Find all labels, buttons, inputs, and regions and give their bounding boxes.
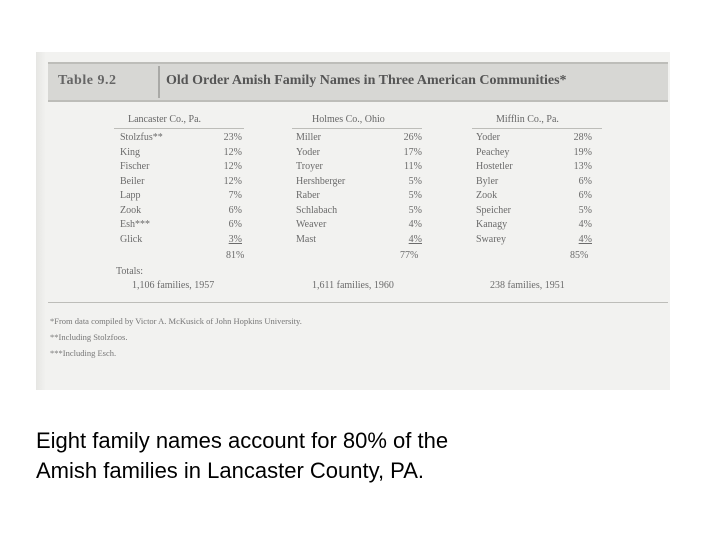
table-row <box>476 234 592 249</box>
family-name: Schlabach <box>296 204 338 216</box>
caption-line-2: Amish families in Lancaster County, PA. <box>36 458 425 483</box>
table-row <box>120 161 242 176</box>
footnote-stolzfoos: **Including Stolzfoos. <box>50 332 128 342</box>
family-name: Swarey <box>476 233 506 245</box>
family-name: Glick <box>120 233 143 245</box>
family-percent: 5% <box>408 190 422 201</box>
column-header-holmes: Holmes Co., Ohio <box>312 114 385 125</box>
table-row <box>120 190 242 205</box>
table-row <box>296 219 422 234</box>
family-percent: 12% <box>223 161 242 172</box>
family-percent: 11% <box>404 161 422 172</box>
column-holmes <box>296 132 422 248</box>
family-name: Zook <box>120 204 142 216</box>
table-row <box>296 190 422 205</box>
scanned-table-image <box>36 52 670 390</box>
totals-label: Totals: <box>116 266 144 277</box>
family-percent: 13% <box>573 161 592 172</box>
family-percent: 12% <box>223 146 242 158</box>
family-name: Miller <box>296 132 321 143</box>
family-percent: 19% <box>573 146 592 158</box>
table-row <box>296 147 422 162</box>
total-percent-holmes: 77% <box>400 250 419 261</box>
table-row <box>296 234 422 249</box>
family-percent: 3% <box>228 233 242 245</box>
table-row <box>120 219 242 234</box>
family-name: Stolzfus** <box>120 132 163 143</box>
footnote-rule <box>48 302 668 303</box>
family-name: Zook <box>476 190 498 201</box>
table-row <box>120 205 242 220</box>
slide-caption <box>36 426 696 486</box>
family-name: Hostetler <box>476 161 513 172</box>
total-percent-mifflin: 85% <box>570 250 589 261</box>
table-row <box>476 161 592 176</box>
table-row <box>476 219 592 234</box>
family-name: Yoder <box>476 132 500 143</box>
family-name: Kanagy <box>476 219 508 230</box>
family-name: King <box>120 146 140 158</box>
family-percent: 6% <box>578 175 592 187</box>
family-name: Raber <box>296 190 320 201</box>
family-name: Lapp <box>120 190 141 201</box>
family-name: Mast <box>296 233 316 245</box>
family-name: Weaver <box>296 219 327 230</box>
table-title: Old Order Amish Family Names in Three American Communities* <box>166 73 567 88</box>
footnote-source: *From data compiled by Victor A. McKusick of John Hopkins University. <box>50 316 302 326</box>
table-row <box>476 176 592 191</box>
table-row <box>296 132 422 147</box>
table-row <box>296 161 422 176</box>
family-percent: 5% <box>578 204 592 216</box>
table-row <box>120 147 242 162</box>
footnote-esch: ***Including Esch. <box>50 348 117 358</box>
table-row <box>476 190 592 205</box>
family-percent: 23% <box>223 132 242 143</box>
family-name: Speicher <box>476 204 511 216</box>
family-name: Beiler <box>120 175 145 187</box>
table-row <box>476 132 592 147</box>
column-rule-mifflin <box>472 128 602 129</box>
family-percent: 6% <box>228 204 242 216</box>
table-number: Table 9.2 <box>58 73 117 88</box>
caption-line-1: Eight family names account for 80% of the <box>36 428 449 453</box>
title-separator <box>158 66 160 98</box>
family-percent: 7% <box>228 190 242 201</box>
table-row <box>296 176 422 191</box>
column-header-mifflin: Mifflin Co., Pa. <box>496 114 559 125</box>
table-row <box>296 205 422 220</box>
family-name: Troyer <box>296 161 323 172</box>
total-families-holmes: 1,611 families, 1960 <box>312 280 394 291</box>
family-percent: 6% <box>228 219 242 230</box>
family-percent: 4% <box>408 233 422 245</box>
family-percent: 17% <box>403 146 422 158</box>
table-title-bar <box>48 62 668 102</box>
column-lancaster <box>120 132 242 248</box>
family-percent: 4% <box>408 219 422 230</box>
family-percent: 5% <box>408 204 422 216</box>
table-row <box>120 176 242 191</box>
family-percent: 26% <box>403 132 422 143</box>
family-percent: 28% <box>573 132 592 143</box>
table-row <box>476 205 592 220</box>
family-name: Esh*** <box>120 219 150 230</box>
table-row <box>476 147 592 162</box>
family-name: Hershberger <box>296 175 346 187</box>
column-rule-lancaster <box>114 128 244 129</box>
family-percent: 4% <box>578 219 592 230</box>
family-name: Fischer <box>120 161 150 172</box>
family-percent: 5% <box>408 175 422 187</box>
column-header-lancaster: Lancaster Co., Pa. <box>128 114 202 125</box>
total-percent-lancaster: 81% <box>226 250 245 261</box>
table-row <box>120 132 242 147</box>
family-name: Yoder <box>296 146 320 158</box>
column-rule-holmes <box>292 128 422 129</box>
total-families-lancaster: 1,106 families, 1957 <box>132 280 215 291</box>
family-percent: 6% <box>578 190 592 201</box>
family-name: Peachey <box>476 146 510 158</box>
family-name: Byler <box>476 175 499 187</box>
family-percent: 4% <box>578 233 592 245</box>
column-mifflin <box>476 132 592 248</box>
total-families-mifflin: 238 families, 1951 <box>490 280 565 291</box>
table-row <box>120 234 242 249</box>
family-percent: 12% <box>223 175 242 187</box>
